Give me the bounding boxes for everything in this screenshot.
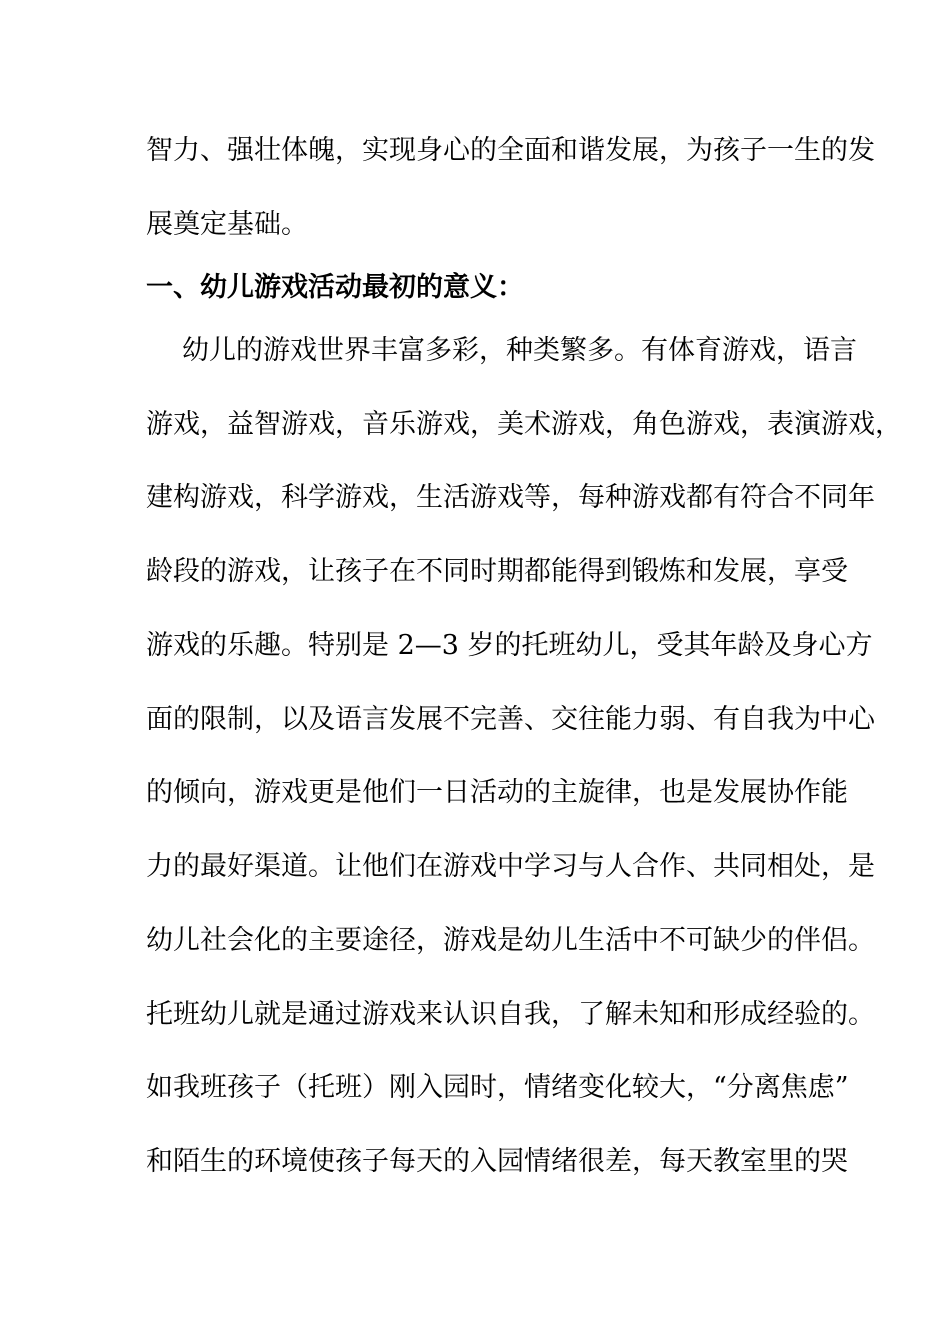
text-line-1: 智力、强壮体魄，实现身心的全面和谐发展，为孩子一生的发: [146, 135, 875, 166]
text-line-2: 展奠定基础。: [146, 209, 308, 240]
text-line-8: 游戏的乐趣。特别是 2—3 岁的托班幼儿，受其年龄及身心方: [146, 630, 873, 661]
text-line-6: 建构游戏，科学游戏，生活游戏等，每种游戏都有符合不同年: [146, 482, 875, 513]
section-heading: 一、幼儿游戏活动最初的意义：: [146, 272, 524, 303]
text-line-13: 托班幼儿就是通过游戏来认识自我，了解未知和形成经验的。: [146, 999, 875, 1030]
text-line-12: 幼儿社会化的主要途径，游戏是幼儿生活中不可缺少的伴侣。: [146, 925, 875, 956]
text-line-7: 龄段的游戏，让孩子在不同时期都能得到锻炼和发展，享受: [146, 556, 848, 587]
text-line-15: 和陌生的环境使孩子每天的入园情绪很差，每天教室里的哭: [146, 1146, 848, 1177]
text-line-9: 面的限制，以及语言发展不完善、交往能力弱、有自我为中心: [146, 704, 875, 735]
paragraph-first-line: 幼儿的游戏世界丰富多彩，种类繁多。有体育游戏，语言: [182, 335, 857, 366]
text-line-10: 的倾向，游戏更是他们一日活动的主旋律，也是发展协作能: [146, 777, 848, 808]
text-line-11: 力的最好渠道。让他们在游戏中学习与人合作、共同相处，是: [146, 851, 875, 882]
text-line-14: 如我班孩子（托班）刚入园时，情绪变化较大，“分离焦虑”: [146, 1072, 849, 1103]
text-line-5: 游戏，益智游戏，音乐游戏，美术游戏，角色游戏，表演游戏，: [146, 409, 902, 440]
